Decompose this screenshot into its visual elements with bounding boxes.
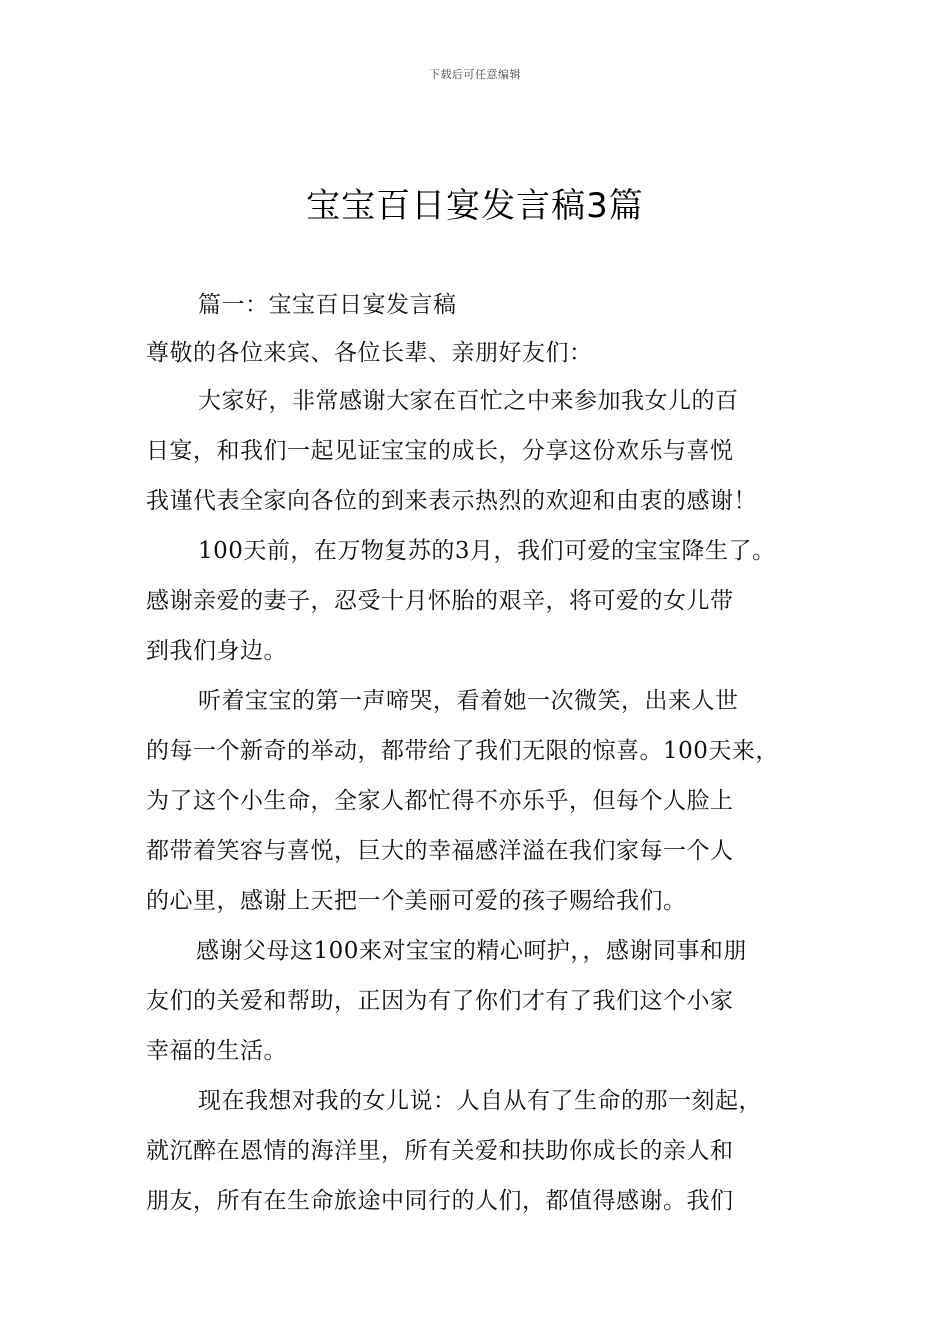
paragraph-line: 感谢亲爱的妻子，忍受十月怀胎的艰辛，将可爱的女儿带 (146, 588, 734, 614)
paragraph-line: 都带着笑容与喜悦，巨大的幸福感洋溢在我们家每一个人 (146, 838, 734, 864)
greeting-line: 尊敬的各位来宾、各位长辈、亲朋好友们： (146, 340, 593, 366)
paragraph-line: 我谨代表全家向各位的到来表示热烈的欢迎和由衷的感谢！ (146, 488, 757, 514)
paragraph-line: 的心里，感谢上天把一个美丽可爱的孩子赐给我们。 (146, 888, 687, 914)
paragraph-line: 大家好，非常感谢大家在百忙之中来参加我女儿的百 (198, 388, 739, 414)
paragraph-line: 现在我想对我的女儿说：人自从有了生命的那一刻起， (198, 1088, 762, 1114)
paragraph-line: 幸福的生活。 (146, 1038, 287, 1064)
paragraph-line: 听着宝宝的第一声啼哭，看着她一次微笑，出来人世 (198, 688, 739, 714)
document-title: 宝宝百日宴发言稿3篇 (306, 186, 644, 226)
paragraph-line: 100天前，在万物复苏的3月，我们可爱的宝宝降生了。 (198, 538, 776, 564)
paragraph-line: 日宴，和我们一起见证宝宝的成长，分享这份欢乐与喜悦 (146, 438, 734, 464)
paragraph-line: 就沉醉在恩情的海洋里，所有关爱和扶助你成长的亲人和 (146, 1138, 734, 1164)
section-heading: 篇一：宝宝百日宴发言稿 (198, 292, 457, 318)
paragraph-line: 到我们身边。 (146, 638, 287, 664)
document-body (146, 280, 816, 1226)
paragraph-line: 感谢父母这100来对宝宝的精心呵护，，感谢同事和朋 (196, 938, 747, 964)
paragraph-line: 朋友，所有在生命旅途中同行的人们，都值得感谢。我们 (146, 1188, 734, 1214)
paragraph-line: 为了这个小生命，全家人都忙得不亦乐乎，但每个人脸上 (146, 788, 734, 814)
header-note: 下载后可任意编辑 (429, 68, 521, 81)
paragraph-line: 的每一个新奇的举动，都带给了我们无限的惊喜。100天来， (146, 738, 779, 764)
paragraph-line: 友们的关爱和帮助，正因为有了你们才有了我们这个小家 (146, 988, 734, 1014)
